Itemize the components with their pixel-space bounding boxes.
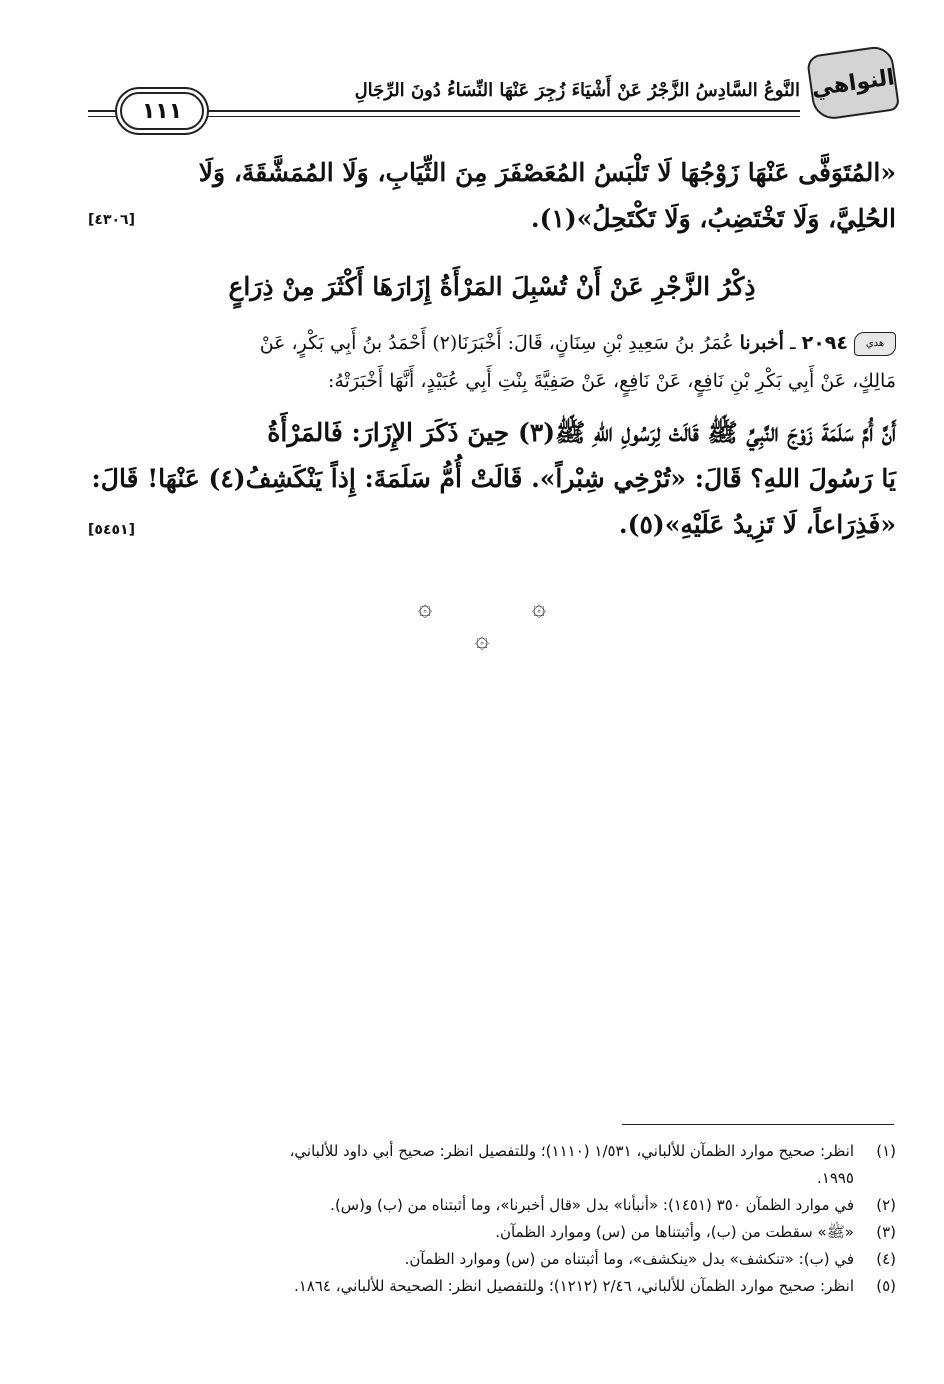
- footnote-text-line: ١٩٩٥.: [816, 1169, 854, 1187]
- isnad-line: مَالِكٍ، عَنْ أَبِي بَكْرِ بْنِ نَافِعٍ، عَنْ نَافِعٍ، عَنْ صَفِيَّةَ بِنْتِ أَبِي عُبَيْدٍ، أَنَّهَا أَخْبَرَتْهُ:: [328, 370, 896, 392]
- footnote-item: [88, 1138, 896, 1192]
- isnad-line: [88, 324, 896, 362]
- footnote-text-line: انظر: صحيح موارد الظمآن للألباني، ١/٥٣١ (١١١٠)؛ وللتفصيل انظر: صحيح أبي داود للألباني،: [289, 1142, 854, 1160]
- matn-line: أَنَّ أُمَّ سَلَمَةَ زَوْجَ النَّبِيِّ ﷺ قَالَتْ لِرَسُولِ اللهِ ﷺ(٣) حِينَ ذَكَرَ الإِزَارَ: فَالمَرْأَةُ: [267, 418, 896, 447]
- footnote-item: [88, 1246, 896, 1273]
- ornament-icon: ۞: [417, 593, 433, 621]
- ornament-icon: ۞: [474, 625, 490, 653]
- footnote-text: انظر: صحيح موارد الظمآن للألباني، ٢/٤٦ (١٢١٢)؛ وللتفصيل انظر: الصحيحة للألباني، ١٨٦٤.: [293, 1277, 854, 1295]
- footnote-text: في موارد الظمآن ٣٥٠ (١٤٥١): «أنبأنا» بدل «قال أخبرنا»، وما أثبتناه من (ب) و(س).: [330, 1196, 854, 1214]
- footnote-number: (٥): [876, 1277, 896, 1295]
- previous-hadith-text: [88, 150, 896, 242]
- running-title: النَّوعُ السَّادِسُ الزَّجْرُ عَنْ أَشْيَاءَ زُجِرَ عَنْهَا النِّسَاءُ دُونَ الرِّجَالِ: [354, 80, 800, 101]
- section-heading: ذِكْرُ الزَّجْرِ عَنْ أَنْ تُسْبِلَ المَرْأَةُ إِزَارَهَا أَكْثَرَ مِنْ ذِرَاعٍ: [228, 272, 756, 301]
- footnote-number: (١): [876, 1142, 896, 1160]
- hadith-text: [88, 324, 896, 400]
- akhbarana-word: أخبرنا: [739, 332, 784, 354]
- footnote-number: (٢): [876, 1196, 896, 1214]
- text-line: الحُلِيَّ، وَلَا تَخْتَضِبُ، وَلَا تَكْتَحِلُ»(١).: [530, 204, 896, 233]
- footnote-text: في (ب): «تنكشف» بدل «ينكشف»، وما أثبتناه من (س) وموارد الظمآن.: [404, 1250, 854, 1268]
- footnote-number: (٤): [876, 1250, 896, 1268]
- matn-part: . قَالَتْ أُمُّ سَلَمَةَ: إِذاً يَنْكَشِفُ(٤) عَنْهَا! قَالَ:: [91, 464, 540, 493]
- matn-text: [88, 410, 896, 548]
- hadith-number: ٢٠٩٤: [801, 332, 848, 354]
- matn-line: «فَذِرَاعاً، لَا تَزِيدُ عَلَيْهِ»(٥).: [618, 510, 896, 539]
- page-number: ١١١: [120, 92, 204, 130]
- text-line: «المُتَوَفَّى عَنْهَا زَوْجُهَا لَا تَلْبَسُ المُعَصْفَرَ مِنَ الثِّيَابِ، وَلَا المُمَشَّقَةَ، وَلَا: [198, 158, 896, 187]
- footnote-item: [88, 1192, 896, 1219]
- hadith-marker-icon: هدي: [854, 332, 896, 356]
- chapter-badge: [806, 44, 900, 121]
- footnote-item: [88, 1219, 896, 1246]
- prophet-speech: «تُرْخِي شِبْراً»: [539, 464, 687, 493]
- isnad-text: عُمَرُ بنُ سَعِيدِ بْنِ سِنَانٍ، قَالَ: أَخْبَرَنَا(٢) أَحْمَدُ بنُ أَبِي بَكْرٍ، عَنْ: [259, 332, 734, 354]
- footnote-number: (٣): [876, 1223, 896, 1241]
- page-header: [88, 50, 896, 130]
- hadith-dash: ـ: [789, 332, 796, 354]
- ornament-icon: ۞: [531, 593, 547, 621]
- matn-part: يَا رَسُولَ اللهِ؟ قَالَ:: [686, 464, 896, 493]
- hadith-reference: [٤٣٠٦]: [88, 212, 135, 228]
- footnote-separator: [622, 1124, 894, 1125]
- footnote-text: «ﷺ» سقطت من (ب)، وأثبتناها من (س) وموارد الظمآن.: [495, 1223, 854, 1241]
- chapter-badge-label: النواهي: [809, 64, 897, 102]
- footnotes: [88, 1138, 896, 1300]
- footnote-item: [88, 1273, 896, 1300]
- matn-line: [88, 456, 896, 502]
- hadith-reference: [٥٤٥١]: [88, 522, 135, 538]
- footnote-text: [88, 1138, 854, 1192]
